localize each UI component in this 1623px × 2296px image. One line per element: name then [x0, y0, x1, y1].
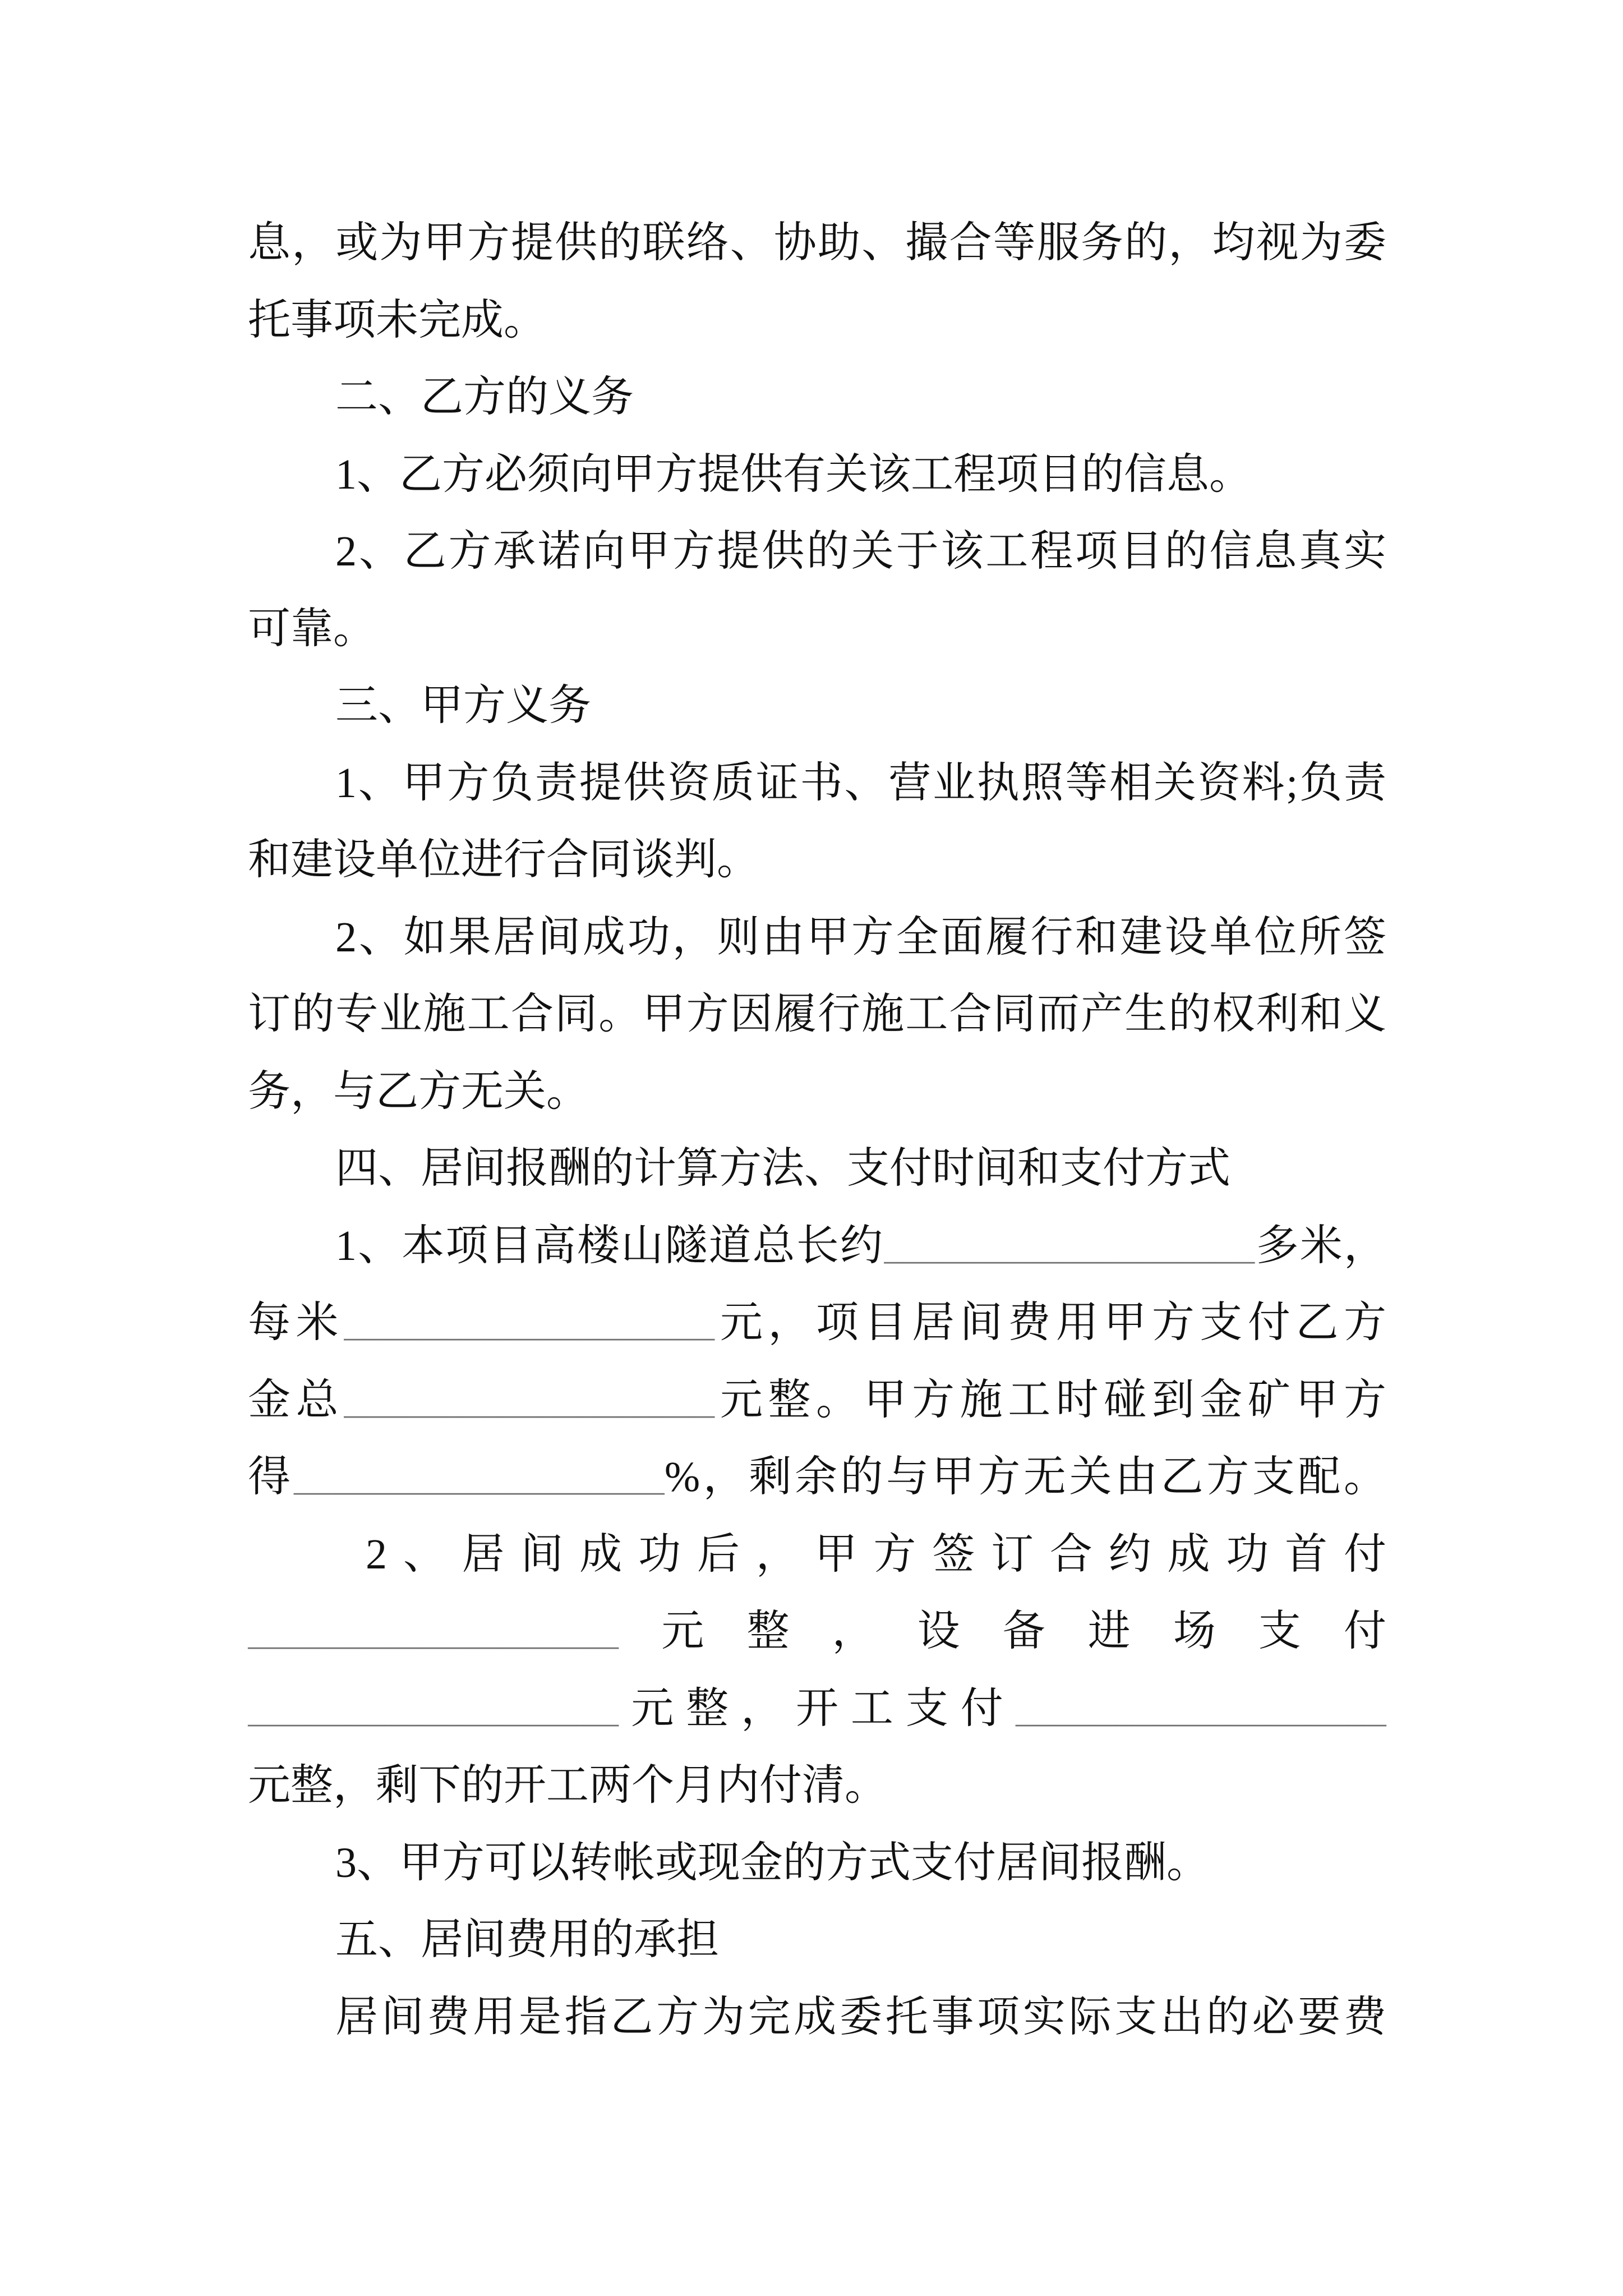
text-line [248, 1362, 1386, 1439]
section-heading-text: 四、居间报酬的计算方法、支付时间和支付方式 [335, 1145, 1230, 1192]
blank-field: ___________________ [884, 1233, 1255, 1270]
text-line [248, 1208, 1386, 1285]
text-segment: 2、居间成功后，甲方签订合约成功首付 [366, 1530, 1386, 1578]
section-heading-text: 二、乙方的义务 [335, 374, 634, 421]
text-line [248, 745, 1386, 822]
section-heading [248, 668, 1386, 745]
text-line [248, 205, 1386, 282]
blank-field: ___________________ [293, 1465, 665, 1501]
text-segment: 2、如果居间成功，则由甲方全面履行和建设单位所签 [335, 913, 1386, 961]
text-segment: 和建设单位进行合同谈判。 [248, 836, 759, 884]
blank-field: ___________________ [1015, 1696, 1386, 1733]
text-segment: 1、本项目高楼山隧道总长约 [335, 1222, 884, 1269]
blank-field: ___________________ [344, 1310, 715, 1347]
text-segment: 多米， [1255, 1222, 1387, 1269]
text-segment: 托事项未完成。 [248, 296, 546, 344]
section-heading [248, 1902, 1386, 1979]
text-segment: 1、乙方必须向甲方提供有关该工程项目的信息。 [335, 450, 1252, 498]
text-segment: 元整。甲方施工时碰到金矿甲方 [714, 1376, 1387, 1424]
text-segment: 务，与乙方无关。 [248, 1068, 589, 1115]
text-segment: 2、乙方承诺向甲方提供的关于该工程项目的信息真实 [335, 528, 1386, 575]
text-line [248, 1053, 1386, 1131]
section-heading-text: 五、居间费用的承担 [335, 1916, 719, 1963]
text-line [248, 436, 1386, 514]
text-line [248, 513, 1386, 591]
text-segment: %，剩余的与甲方无关由乙方支配。 [664, 1453, 1387, 1501]
text-line [248, 1516, 1386, 1594]
text-line [248, 1671, 1386, 1748]
document-body [248, 205, 1386, 2056]
text-line [248, 1439, 1386, 1516]
text-line [248, 1747, 1386, 1825]
text-line [248, 591, 1386, 668]
text-segment: 居间费用是指乙方为完成委托事项实际支出的必要费 [335, 1993, 1386, 2041]
text-line [248, 282, 1386, 360]
text-segment: 1、甲方负责提供资质证书、营业执照等相关资料;负责 [335, 759, 1386, 807]
blank-field: ___________________ [248, 1696, 619, 1733]
text-segment: 元，项目居间费用甲方支付乙方 [714, 1299, 1387, 1346]
text-segment: 息，或为甲方提供的联络、协助、撮合等服务的，均视为委 [248, 219, 1386, 266]
text-segment: 得 [248, 1453, 294, 1501]
text-line [248, 1825, 1386, 1902]
section-heading [248, 359, 1386, 436]
text-line [248, 1593, 1386, 1671]
text-line [248, 976, 1386, 1053]
text-segment: 订的专业施工合同。甲方因履行施工合同而产生的权利和义 [248, 991, 1386, 1038]
text-segment: 金总 [248, 1376, 344, 1424]
text-line [248, 1979, 1386, 2056]
text-segment: 3、甲方可以转帐或现金的方式支付居间报酬。 [335, 1839, 1209, 1887]
blank-field: ___________________ [248, 1619, 619, 1655]
blank-field: ___________________ [344, 1387, 715, 1424]
text-line [248, 822, 1386, 899]
text-segment: 元整，剩下的开工两个月内付清。 [248, 1762, 887, 1809]
section-heading [248, 1130, 1386, 1208]
text-segment: 元整，开工支付 [619, 1685, 1016, 1732]
text-line [248, 899, 1386, 977]
section-heading-text: 三、甲方义务 [335, 682, 591, 729]
text-segment: 元整，设备进场支付 [619, 1608, 1386, 1655]
text-line [248, 1285, 1386, 1362]
text-segment: 可靠。 [248, 605, 376, 652]
text-segment: 每米 [248, 1299, 344, 1346]
